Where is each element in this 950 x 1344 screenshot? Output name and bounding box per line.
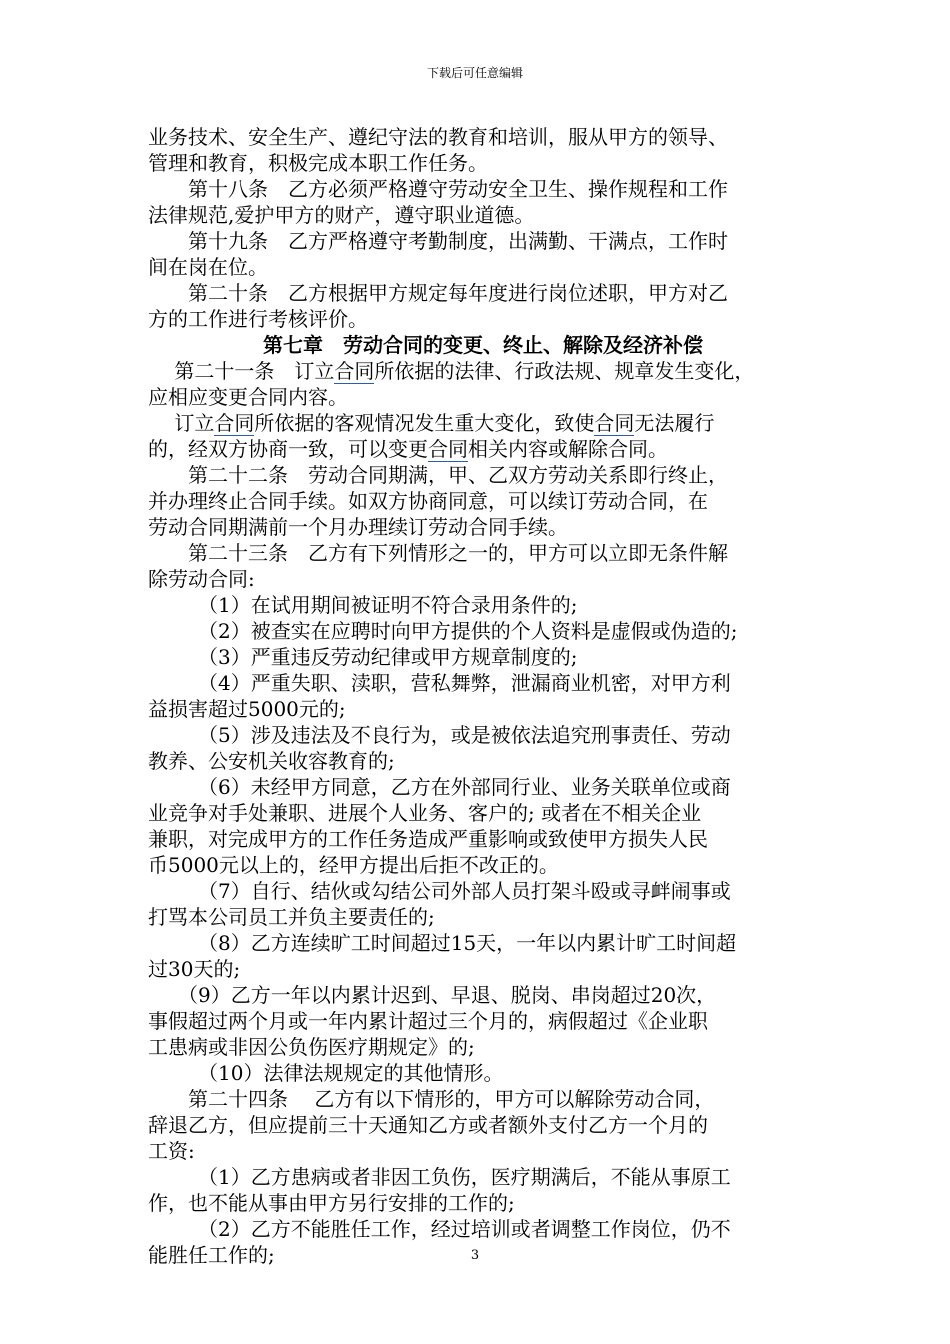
text-line: 打骂本公司员工并负主要责任的; [148,905,435,929]
text-line: 第二十二条 劳动合同期满，甲、乙双方劳动关系即行终止， [148,463,728,487]
text-line: 除劳动合同: [148,567,255,591]
text-line: 事假超过两个月或一年内累计超过三个月的，病假超过《企业职 [148,1009,708,1033]
paragraph-group-a [148,124,808,332]
text-line: 币5000元以上的，经甲方提出后拒不改正的。 [148,853,559,877]
text-line: 劳动合同期满前一个月办理续订劳动合同手续。 [148,515,568,539]
text-line: 法律规范,爱护甲方的财产，遵守职业道德。 [148,203,535,227]
contract-link[interactable]: 合同 [428,437,468,461]
text-span: 所依据的法律、行政法规、规章发生变化， [374,359,755,383]
text-line: 益损害超过5000元的; [148,697,346,721]
text-line: 业务技术、安全生产、遵纪守法的教育和培训，服从甲方的领导、 [148,125,728,149]
text-line: （5）涉及违法及不良行为，或是被依法追究刑事责任、劳动 [148,723,731,747]
page-number: 3 [470,1248,480,1263]
contract-link[interactable]: 合同 [594,411,635,435]
text-line: 第十八条 乙方必须严格遵守劳动安全卫生、操作规程和工作 [148,177,728,201]
page-header: 下载后可任意编辑 [426,66,523,80]
text-line: （1）在试用期间被证明不符合录用条件的; [148,593,578,617]
article-21-line-4 [148,436,808,462]
text-span: 的，经双方协商一致，可以变更 [148,437,428,461]
text-span: 所依据的客观情况发生重大变化，致使 [254,411,595,435]
chapter-heading: 第七章 劳动合同的变更、终止、解除及经济补偿 [263,333,703,357]
text-line: 兼职，对完成甲方的工作任务造成严重影响或致使甲方损失人民 [148,827,708,851]
text-line: （10）法律法规规定的其他情形。 [148,1061,504,1085]
contract-link[interactable]: 合同 [214,411,255,435]
text-line: （3）严重违反劳动纪律或甲方规章制度的; [148,645,578,669]
article-21-line-1 [148,358,808,384]
text-span: 无法履行 [634,411,715,435]
text-line: （7）自行、结伙或勾结公司外部人员打架斗殴或寻衅闹事或 [148,879,731,903]
text-line: 过30天的; [148,957,241,981]
text-line: 作，也不能从事由甲方另行安排的工作的; [148,1191,515,1215]
text-line: 工患病或非因公负伤医疗期规定》的; [148,1035,475,1059]
text-line: 第二十条 乙方根据甲方规定每年度进行岗位述职，甲方对乙 [148,281,728,305]
text-line: 管理和教育，积极完成本职工作任务。 [148,151,488,175]
document-body [148,124,808,1268]
paragraph-group-b [148,462,808,1268]
text-line: 并办理终止合同手续。如双方协商同意，可以续订劳动合同，在 [148,489,708,513]
text-line: （2）乙方不能胜任工作，经过培训或者调整工作岗位，仍不 [148,1217,731,1241]
article-21-line-3 [148,410,808,436]
text-line: （8）乙方连续旷工时间超过15天，一年以内累计旷工时间超 [148,931,737,955]
text-span: 订立 [148,411,215,435]
text-span: 第二十一条 订立 [148,359,335,383]
text-line: 第二十三条 乙方有下列情形之一的，甲方可以立即无条件解 [148,541,728,565]
text-line: 间在岗在位。 [148,255,268,279]
text-line: 辞退乙方，但应提前三十天通知乙方或者额外支付乙方一个月的 [148,1113,708,1137]
text-line: （1）乙方患病或者非因工负伤，医疗期满后，不能从事原工 [148,1165,731,1189]
text-line: 教养、公安机关收容教育的; [148,749,395,773]
text-line: 业竞争对手处兼职、进展个人业务、客户的; 或者在不相关企业 [148,801,702,825]
contract-link[interactable]: 合同 [334,359,375,383]
text-line: 第十九条 乙方严格遵守考勤制度，出满勤、干满点，工作时 [148,229,728,253]
text-line: 能胜任工作的; [148,1243,275,1267]
text-line: 第二十四条 乙方有以下情形的，甲方可以解除劳动合同， [148,1087,715,1111]
text-span: 相关内容或解除合同。 [468,437,668,461]
text-line: （2）被查实在应聘时向甲方提供的个人资料是虚假或伪造的; [148,619,738,643]
text-line: 工资: [148,1139,195,1163]
text-line: （6）未经甲方同意，乙方在外部同行业、业务关联单位或商 [148,775,731,799]
text-line: （9）乙方一年以内累计迟到、早退、脱岗、串岗超过20次， [148,983,717,1007]
text-line: （4）严重失职、渎职，营私舞弊，泄漏商业机密，对甲方利 [148,671,731,695]
text-line: 方的工作进行考核评价。 [148,307,368,331]
article-21-line-2: 应相应变更合同内容。 [148,385,348,409]
